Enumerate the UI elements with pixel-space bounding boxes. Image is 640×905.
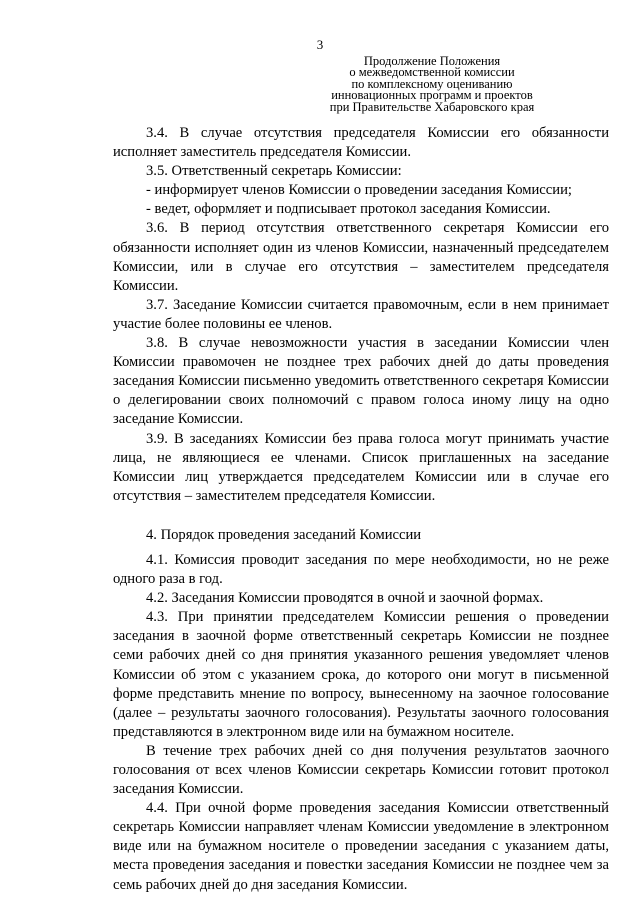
header-line: инновационных программ и проектов [331, 88, 533, 103]
paragraph-3-9: 3.9. В заседаниях Комиссии без права голоса могут принимать участие лица, не являющиеся ее членами. Список приглашенных на заседание Комиссии лиц утверждается председателем Комиссии или в случае его отсутствия – заместителем председателя Комиссии. [113, 430, 609, 504]
paragraph-3-4: 3.4. В случае отсутствия председателя Комиссии его обязанности исполняет заместитель председателя Комиссии. [113, 125, 609, 161]
paragraph-3-5-item: - информирует членов Комиссии о проведении заседания Комиссии; [146, 182, 572, 199]
header-line: при Правительстве Хабаровского края [329, 99, 535, 114]
paragraph-4-2: 4.2. Заседания Комиссии проводятся в очной и заочной формах. [146, 590, 544, 607]
header-line: по комплексному оцениванию [351, 76, 513, 91]
paragraph-4-3-continued: В течение трех рабочих дней со дня получения результатов заочного голосования от всех членов Комиссии секретарь Комиссии готовит протокол заседания Комиссии. [113, 742, 609, 798]
paragraph-3-5: 3.5. Ответственный секретарь Комиссии: [146, 163, 402, 180]
header-line: о межведомственной комиссии [349, 65, 515, 80]
paragraph-3-7: 3.7. Заседание Комиссии считается правомочным, если в нем принимает участие более половины ее членов. [113, 296, 609, 332]
section-title: 4. Порядок проведения заседаний Комиссии [146, 526, 422, 543]
continuation-header [282, 56, 582, 113]
paragraph-3-6: 3.6. В период отсутствия ответственного секретаря Комиссии его обязанности исполняет один из членов Комиссии, назначенный председателем Комиссии, или в случае его отсутствия – заместителем председателя Комиссии. [113, 220, 609, 294]
paragraph-3-8: 3.8. В случае невозможности участия в заседании Комиссии член Комиссии правомочен не позднее трех рабочих дней до даты проведения заседания Комиссии письменно уведомить ответственного секретаря Комиссии о делегировании своих полномочий с правом голоса иному лицу на одно заседание Комиссии. [113, 335, 609, 428]
paragraph-4-1: 4.1. Комиссия проводит заседания по мере необходимости, но не реже одного раза в год. [113, 551, 609, 588]
header-line: Продолжение Положения [363, 54, 501, 68]
paragraph-4-4: 4.4. При очной форме проведения заседания Комиссии ответственный секретарь Комиссии направляет членам Комиссии уведомление в электронном виде или на бумажном носителе о проведении заседания с указанием даты, места проведения заседания и повестки заседания Комиссии не позднее чем за семь рабочих дней до дня заседания Комиссии. [113, 800, 609, 893]
page-number: 3 [316, 37, 324, 52]
document-body [113, 124, 609, 895]
paragraph-3-5-item: - ведет, оформляет и подписывает протокол заседания Комиссии. [146, 201, 551, 218]
paragraph-4-3: 4.3. При принятии председателем Комиссии решения о проведении заседания в заочной форме ответственный секретарь Комиссии не позднее семи рабочих дней со дня принятия указанного решения уведомляет членов Комиссии об этом с указанием срока, до которого они могут в письменной форме представить мнение по вопросу, вынесенному на заочное голосование (далее – результаты заочного голосования). Результаты заочного голосования представляются в электронном виде или на бумажном носителе. [113, 609, 609, 740]
